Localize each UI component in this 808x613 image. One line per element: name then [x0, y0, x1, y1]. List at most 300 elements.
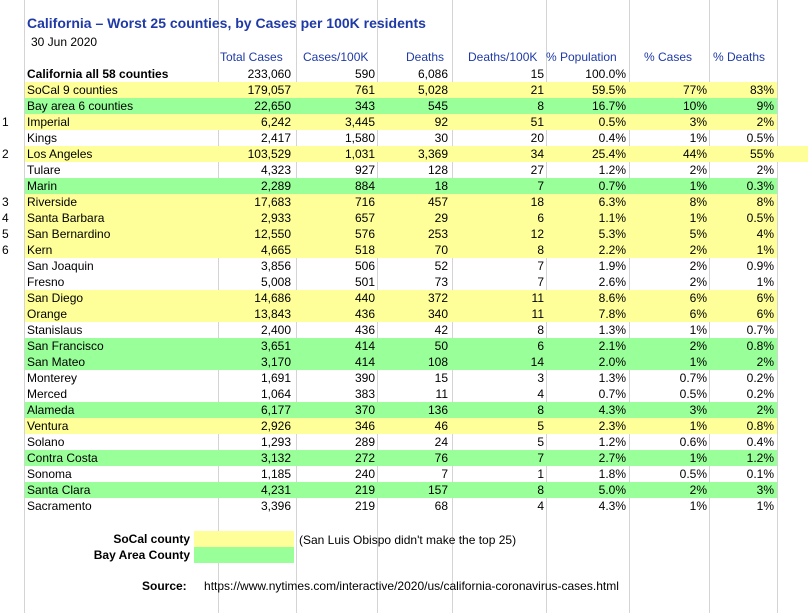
cell-pct-cases: 44%: [682, 147, 707, 161]
header-pct-deaths: % Deaths: [713, 50, 766, 64]
cell-total-cases: 3,651: [260, 339, 291, 353]
cell-cases-per-100k: 370: [354, 403, 375, 417]
cell-pct-population: 16.7%: [591, 99, 626, 113]
table-row: [0, 466, 808, 482]
cell-deaths: 70: [434, 243, 448, 257]
cell-pct-population: 1.1%: [598, 211, 626, 225]
socal-highlight: [25, 290, 777, 306]
county-name: Alameda: [27, 403, 75, 417]
rank-number: [2, 354, 20, 370]
cell-pct-cases: 8%: [689, 195, 707, 209]
rank-number: [2, 418, 20, 434]
cell-pct-population: 1.2%: [598, 435, 626, 449]
cell-deaths-per-100k: 4: [537, 499, 544, 513]
bay-area-highlight: [25, 482, 777, 498]
cell-pct-deaths: 0.8%: [746, 419, 774, 433]
cell-deaths: 30: [434, 131, 448, 145]
cell-deaths: 340: [427, 307, 448, 321]
county-name: California all 58 counties: [27, 67, 169, 81]
socal-highlight: [25, 114, 777, 130]
cell-pct-cases: 77%: [682, 83, 707, 97]
cell-pct-cases: 2%: [689, 483, 707, 497]
cell-total-cases: 2,400: [260, 323, 291, 337]
rank-number: [2, 386, 20, 402]
cell-cases-per-100k: 289: [354, 435, 375, 449]
rank-number: [2, 98, 20, 114]
table-row: [0, 114, 808, 130]
cell-deaths: 253: [427, 227, 448, 241]
rank-number: [2, 290, 20, 306]
rank-number: [2, 274, 20, 290]
cell-total-cases: 1,691: [260, 371, 291, 385]
header-total-cases: Total Cases: [220, 50, 283, 64]
table-row: [0, 450, 808, 466]
county-name: San Bernardino: [27, 227, 111, 241]
rank-number: [2, 434, 20, 450]
table-row: [0, 402, 808, 418]
legend-bay-swatch: [194, 547, 294, 563]
cell-pct-deaths: 0.4%: [746, 435, 774, 449]
cell-pct-population: 1.3%: [598, 323, 626, 337]
cell-cases-per-100k: 414: [354, 339, 375, 353]
county-name: Ventura: [27, 419, 69, 433]
cell-total-cases: 1,293: [260, 435, 291, 449]
rank-number: [2, 258, 20, 274]
cell-total-cases: 17,683: [254, 195, 291, 209]
cell-deaths-per-100k: 18: [530, 195, 544, 209]
rank-number: 6: [2, 243, 9, 257]
cell-deaths-per-100k: 6: [537, 339, 544, 353]
cell-total-cases: 6,242: [260, 115, 291, 129]
cell-deaths: 5,028: [417, 83, 448, 97]
cell-total-cases: 1,064: [260, 387, 291, 401]
cell-total-cases: 4,231: [260, 483, 291, 497]
cell-deaths: 92: [434, 115, 448, 129]
cell-pct-population: 0.5%: [598, 115, 626, 129]
cell-deaths-per-100k: 12: [530, 227, 544, 241]
socal-highlight: [25, 194, 777, 210]
cell-deaths-per-100k: 5: [537, 419, 544, 433]
table-row: [0, 226, 808, 242]
county-name: San Mateo: [27, 355, 86, 369]
cell-deaths: 157: [427, 483, 448, 497]
cell-pct-cases: 6%: [689, 291, 707, 305]
county-name: Bay area 6 counties: [27, 99, 134, 113]
cell-pct-population: 1.8%: [598, 467, 626, 481]
cell-pct-deaths: 0.2%: [746, 371, 774, 385]
county-name: Santa Clara: [27, 483, 91, 497]
cell-deaths: 136: [427, 403, 448, 417]
cell-pct-deaths: 2%: [756, 355, 774, 369]
rank-number: [2, 130, 20, 146]
cell-deaths-per-100k: 8: [537, 483, 544, 497]
source-line: [142, 578, 619, 594]
cell-pct-cases: 1%: [689, 323, 707, 337]
cell-pct-population: 2.6%: [598, 275, 626, 289]
cell-pct-population: 7.8%: [598, 307, 626, 321]
socal-highlight: [25, 418, 777, 434]
cell-deaths-per-100k: 8: [537, 323, 544, 337]
cell-deaths-per-100k: 8: [537, 243, 544, 257]
cell-cases-per-100k: 716: [354, 195, 375, 209]
cell-cases-per-100k: 884: [354, 179, 375, 193]
cell-deaths: 68: [434, 499, 448, 513]
cell-total-cases: 2,933: [260, 211, 291, 225]
cell-pct-deaths: 55%: [749, 147, 774, 161]
rank-number: [2, 162, 20, 178]
cell-pct-population: 2.1%: [598, 339, 626, 353]
county-name: Kings: [27, 131, 58, 145]
cell-deaths: 7: [441, 467, 448, 481]
source-label: Source:: [142, 579, 187, 593]
cell-total-cases: 3,170: [260, 355, 291, 369]
cell-cases-per-100k: 1,580: [344, 131, 375, 145]
cell-deaths: 24: [434, 435, 448, 449]
table-row: [0, 386, 808, 402]
table-row: [0, 434, 808, 450]
cell-pct-cases: 1%: [689, 419, 707, 433]
rank-number: [2, 338, 20, 354]
rank-number: [2, 466, 20, 482]
cell-pct-population: 1.9%: [598, 259, 626, 273]
table-row: [0, 338, 808, 354]
cell-pct-population: 1.3%: [598, 371, 626, 385]
cell-pct-deaths: 0.2%: [746, 387, 774, 401]
table-row: [0, 162, 808, 178]
cell-deaths: 372: [427, 291, 448, 305]
county-name: Imperial: [27, 115, 70, 129]
cell-deaths-per-100k: 14: [530, 355, 544, 369]
cell-pct-cases: 2%: [689, 275, 707, 289]
cell-pct-cases: 1%: [689, 355, 707, 369]
county-name: San Joaquin: [27, 259, 94, 273]
rank-number: 5: [2, 227, 9, 241]
cell-deaths: 73: [434, 275, 448, 289]
county-name: Santa Barbara: [27, 211, 105, 225]
table-row: [0, 274, 808, 290]
cell-total-cases: 2,926: [260, 419, 291, 433]
cell-pct-population: 0.4%: [598, 131, 626, 145]
cell-cases-per-100k: 761: [354, 83, 375, 97]
rank-number: [2, 402, 20, 418]
header-deaths-per-100k: Deaths/100K: [468, 50, 538, 64]
cell-deaths: 128: [427, 163, 448, 177]
cell-deaths-per-100k: 1: [537, 467, 544, 481]
rank-number: [2, 450, 20, 466]
cell-pct-cases: 1%: [689, 451, 707, 465]
cell-pct-deaths: 83%: [749, 83, 774, 97]
rank-number: [2, 322, 20, 338]
rank-number: 2: [2, 147, 9, 161]
socal-highlight: [25, 242, 777, 258]
bay-area-highlight: [25, 338, 777, 354]
cell-pct-deaths: 6%: [756, 307, 774, 321]
cell-deaths-per-100k: 21: [530, 83, 544, 97]
cell-deaths-per-100k: 15: [530, 67, 544, 81]
cell-total-cases: 6,177: [260, 403, 291, 417]
cell-total-cases: 179,057: [247, 83, 291, 97]
cell-pct-population: 1.2%: [598, 163, 626, 177]
cell-deaths-per-100k: 11: [531, 291, 544, 305]
cell-total-cases: 233,060: [247, 67, 291, 81]
cell-deaths-per-100k: 27: [530, 163, 544, 177]
cell-total-cases: 3,132: [260, 451, 291, 465]
cell-pct-deaths: 0.7%: [746, 323, 774, 337]
cell-deaths-per-100k: 8: [537, 99, 544, 113]
cell-deaths-per-100k: 7: [537, 275, 544, 289]
cell-pct-deaths: 0.9%: [746, 259, 774, 273]
cell-pct-population: 4.3%: [598, 499, 626, 513]
cell-cases-per-100k: 414: [354, 355, 375, 369]
sheet-title: California – Worst 25 counties, by Cases per 100K residents: [27, 15, 426, 31]
cell-deaths: 42: [434, 323, 448, 337]
county-name: Los Angeles: [27, 147, 93, 161]
cell-deaths: 76: [434, 451, 448, 465]
cell-cases-per-100k: 440: [354, 291, 375, 305]
cell-pct-cases: 1%: [689, 131, 707, 145]
source-url[interactable]: https://www.nytimes.com/interactive/2020/us/california-coronavirus-cases.html: [204, 579, 619, 593]
cell-pct-cases: 5%: [689, 227, 707, 241]
county-name: Sacramento: [27, 499, 92, 513]
county-name: San Diego: [27, 291, 84, 305]
county-name: Fresno: [27, 275, 65, 289]
cell-total-cases: 4,665: [260, 243, 291, 257]
table-row: [0, 322, 808, 338]
cell-deaths-per-100k: 51: [530, 115, 544, 129]
cell-deaths: 29: [434, 211, 448, 225]
cell-pct-cases: 1%: [689, 179, 707, 193]
header-pct-population: % Population: [546, 50, 617, 64]
bay-area-highlight: [25, 402, 777, 418]
county-name: Sonoma: [27, 467, 72, 481]
cell-deaths: 18: [434, 179, 448, 193]
cell-deaths: 50: [434, 339, 448, 353]
cell-deaths-per-100k: 7: [537, 451, 544, 465]
table-row: [0, 258, 808, 274]
cell-pct-deaths: 0.8%: [746, 339, 774, 353]
cell-pct-population: 25.4%: [591, 147, 626, 161]
cell-deaths: 108: [427, 355, 448, 369]
cell-pct-population: 0.7%: [598, 387, 626, 401]
cell-pct-cases: 2%: [689, 339, 707, 353]
cell-pct-deaths: 1.2%: [746, 451, 774, 465]
cell-cases-per-100k: 576: [354, 227, 375, 241]
cell-cases-per-100k: 346: [354, 419, 375, 433]
county-name: Merced: [27, 387, 68, 401]
cell-pct-deaths: 1%: [756, 499, 774, 513]
cell-deaths-per-100k: 7: [537, 259, 544, 273]
cell-cases-per-100k: 1,031: [344, 147, 375, 161]
rank-number: 3: [2, 195, 9, 209]
cell-pct-population: 59.5%: [591, 83, 626, 97]
table-row: [0, 306, 808, 322]
cell-deaths: 46: [434, 419, 448, 433]
table-row: [0, 146, 808, 162]
cell-pct-population: 2.0%: [598, 355, 626, 369]
cell-pct-cases: 3%: [689, 403, 707, 417]
cell-pct-cases: 10%: [682, 99, 707, 113]
cell-total-cases: 22,650: [254, 99, 291, 113]
cell-total-cases: 2,289: [260, 179, 291, 193]
cell-pct-deaths: 2%: [756, 163, 774, 177]
cell-cases-per-100k: 436: [354, 323, 375, 337]
rank-number: [2, 66, 20, 82]
cell-pct-population: 2.3%: [598, 419, 626, 433]
cell-cases-per-100k: 219: [354, 483, 375, 497]
legend-note: (San Luis Obispo didn't make the top 25): [299, 533, 517, 547]
cell-cases-per-100k: 390: [354, 371, 375, 385]
cell-cases-per-100k: 240: [354, 467, 375, 481]
cell-cases-per-100k: 3,445: [344, 115, 375, 129]
cell-deaths-per-100k: 34: [530, 147, 544, 161]
county-name: Orange: [27, 307, 68, 321]
cell-pct-cases: 2%: [689, 259, 707, 273]
cell-cases-per-100k: 927: [354, 163, 375, 177]
cell-deaths-per-100k: 7: [537, 179, 544, 193]
cell-deaths: 52: [434, 259, 448, 273]
cell-pct-population: 100.0%: [585, 67, 626, 81]
rank-number: [2, 82, 20, 98]
table-row: [0, 354, 808, 370]
table-row: [0, 482, 808, 498]
table-row: [0, 242, 808, 258]
socal-highlight: [25, 306, 777, 322]
cell-total-cases: 3,396: [260, 499, 291, 513]
cell-deaths: 15: [434, 371, 448, 385]
rank-number: 1: [2, 115, 9, 129]
cell-cases-per-100k: 343: [354, 99, 375, 113]
cell-pct-deaths: 0.3%: [746, 179, 774, 193]
cell-pct-deaths: 0.5%: [746, 211, 774, 225]
cell-pct-deaths: 2%: [756, 403, 774, 417]
cell-deaths-per-100k: 20: [530, 131, 544, 145]
rank-number: [2, 482, 20, 498]
table-row: [0, 290, 808, 306]
cell-pct-cases: 0.7%: [679, 371, 707, 385]
cell-pct-deaths: 1%: [756, 275, 774, 289]
cell-total-cases: 13,843: [254, 307, 291, 321]
cell-pct-cases: 1%: [689, 211, 707, 225]
cell-deaths-per-100k: 8: [537, 403, 544, 417]
cell-pct-deaths: 2%: [756, 115, 774, 129]
table-row: [0, 98, 808, 114]
cell-pct-population: 5.0%: [598, 483, 626, 497]
socal-highlight: [25, 226, 777, 242]
cell-cases-per-100k: 383: [354, 387, 375, 401]
cell-deaths: 457: [427, 195, 448, 209]
cell-pct-cases: 2%: [689, 163, 707, 177]
county-name: Tulare: [27, 163, 61, 177]
rank-number: [2, 178, 20, 194]
cell-pct-cases: 2%: [689, 243, 707, 257]
socal-highlight: [25, 82, 777, 98]
cell-cases-per-100k: 501: [354, 275, 375, 289]
cell-cases-per-100k: 436: [354, 307, 375, 321]
rank-number: 4: [2, 211, 9, 225]
header-cases-per-100k: Cases/100K: [303, 50, 369, 64]
cell-pct-deaths: 9%: [756, 99, 774, 113]
county-name: Stanislaus: [27, 323, 83, 337]
cell-total-cases: 14,686: [254, 291, 291, 305]
cell-deaths-per-100k: 5: [537, 435, 544, 449]
rank-number: [2, 306, 20, 322]
cell-pct-deaths: 0.5%: [746, 131, 774, 145]
cell-cases-per-100k: 590: [354, 67, 375, 81]
cell-deaths-per-100k: 4: [537, 387, 544, 401]
county-name: Marin: [27, 179, 58, 193]
table-row: [0, 194, 808, 210]
county-name: SoCal 9 counties: [27, 83, 118, 97]
header-pct-cases: % Cases: [644, 50, 693, 64]
cell-pct-deaths: 8%: [756, 195, 774, 209]
table-row: [0, 210, 808, 226]
cell-pct-population: 0.7%: [598, 179, 626, 193]
county-name: Contra Costa: [27, 451, 98, 465]
cell-total-cases: 5,008: [260, 275, 291, 289]
cell-total-cases: 2,417: [260, 131, 291, 145]
header-deaths: Deaths: [406, 50, 445, 64]
bay-area-highlight: [25, 450, 777, 466]
county-name: Solano: [27, 435, 65, 449]
cell-pct-deaths: 4%: [756, 227, 774, 241]
county-name: Monterey: [27, 371, 78, 385]
cell-pct-deaths: 6%: [756, 291, 774, 305]
cell-pct-cases: 1%: [689, 499, 707, 513]
cell-pct-population: 2.7%: [598, 451, 626, 465]
cell-cases-per-100k: 657: [354, 211, 375, 225]
cell-pct-population: 6.3%: [598, 195, 626, 209]
legend-bay-label: Bay Area County: [93, 548, 190, 562]
cell-total-cases: 12,550: [254, 227, 291, 241]
rank-number: [2, 370, 20, 386]
cell-deaths: 545: [427, 99, 448, 113]
cell-deaths-per-100k: 6: [537, 211, 544, 225]
cell-total-cases: 3,856: [260, 259, 291, 273]
table-row: [0, 82, 808, 98]
cell-cases-per-100k: 506: [354, 259, 375, 273]
cell-pct-deaths: 3%: [756, 483, 774, 497]
cell-pct-population: 4.3%: [598, 403, 626, 417]
cell-pct-cases: 0.5%: [679, 387, 707, 401]
cell-pct-population: 8.6%: [598, 291, 626, 305]
table-row: [0, 130, 808, 146]
cell-deaths: 3,369: [417, 147, 448, 161]
cell-pct-cases: 3%: [689, 115, 707, 129]
table-row: [0, 66, 808, 82]
cell-cases-per-100k: 272: [354, 451, 375, 465]
legend-socal-label: SoCal county: [113, 532, 190, 546]
table-row: [0, 418, 808, 434]
cell-cases-per-100k: 518: [354, 243, 375, 257]
table-row: [0, 498, 808, 514]
cell-pct-cases: 0.5%: [679, 467, 707, 481]
table-row: [0, 370, 808, 386]
cell-deaths-per-100k: 3: [537, 371, 544, 385]
cell-pct-cases: 0.6%: [679, 435, 707, 449]
cell-cases-per-100k: 219: [354, 499, 375, 513]
bay-area-highlight: [25, 98, 777, 114]
cell-total-cases: 103,529: [247, 147, 291, 161]
county-name: San Francisco: [27, 339, 104, 353]
cell-pct-population: 2.2%: [598, 243, 626, 257]
cell-deaths: 11: [435, 387, 448, 401]
cell-total-cases: 1,185: [260, 467, 291, 481]
cell-pct-deaths: 1%: [756, 243, 774, 257]
cell-pct-deaths: 0.1%: [746, 467, 774, 481]
sheet-date: 30 Jun 2020: [31, 35, 98, 49]
socal-highlight: [25, 210, 777, 226]
cell-pct-cases: 6%: [689, 307, 707, 321]
